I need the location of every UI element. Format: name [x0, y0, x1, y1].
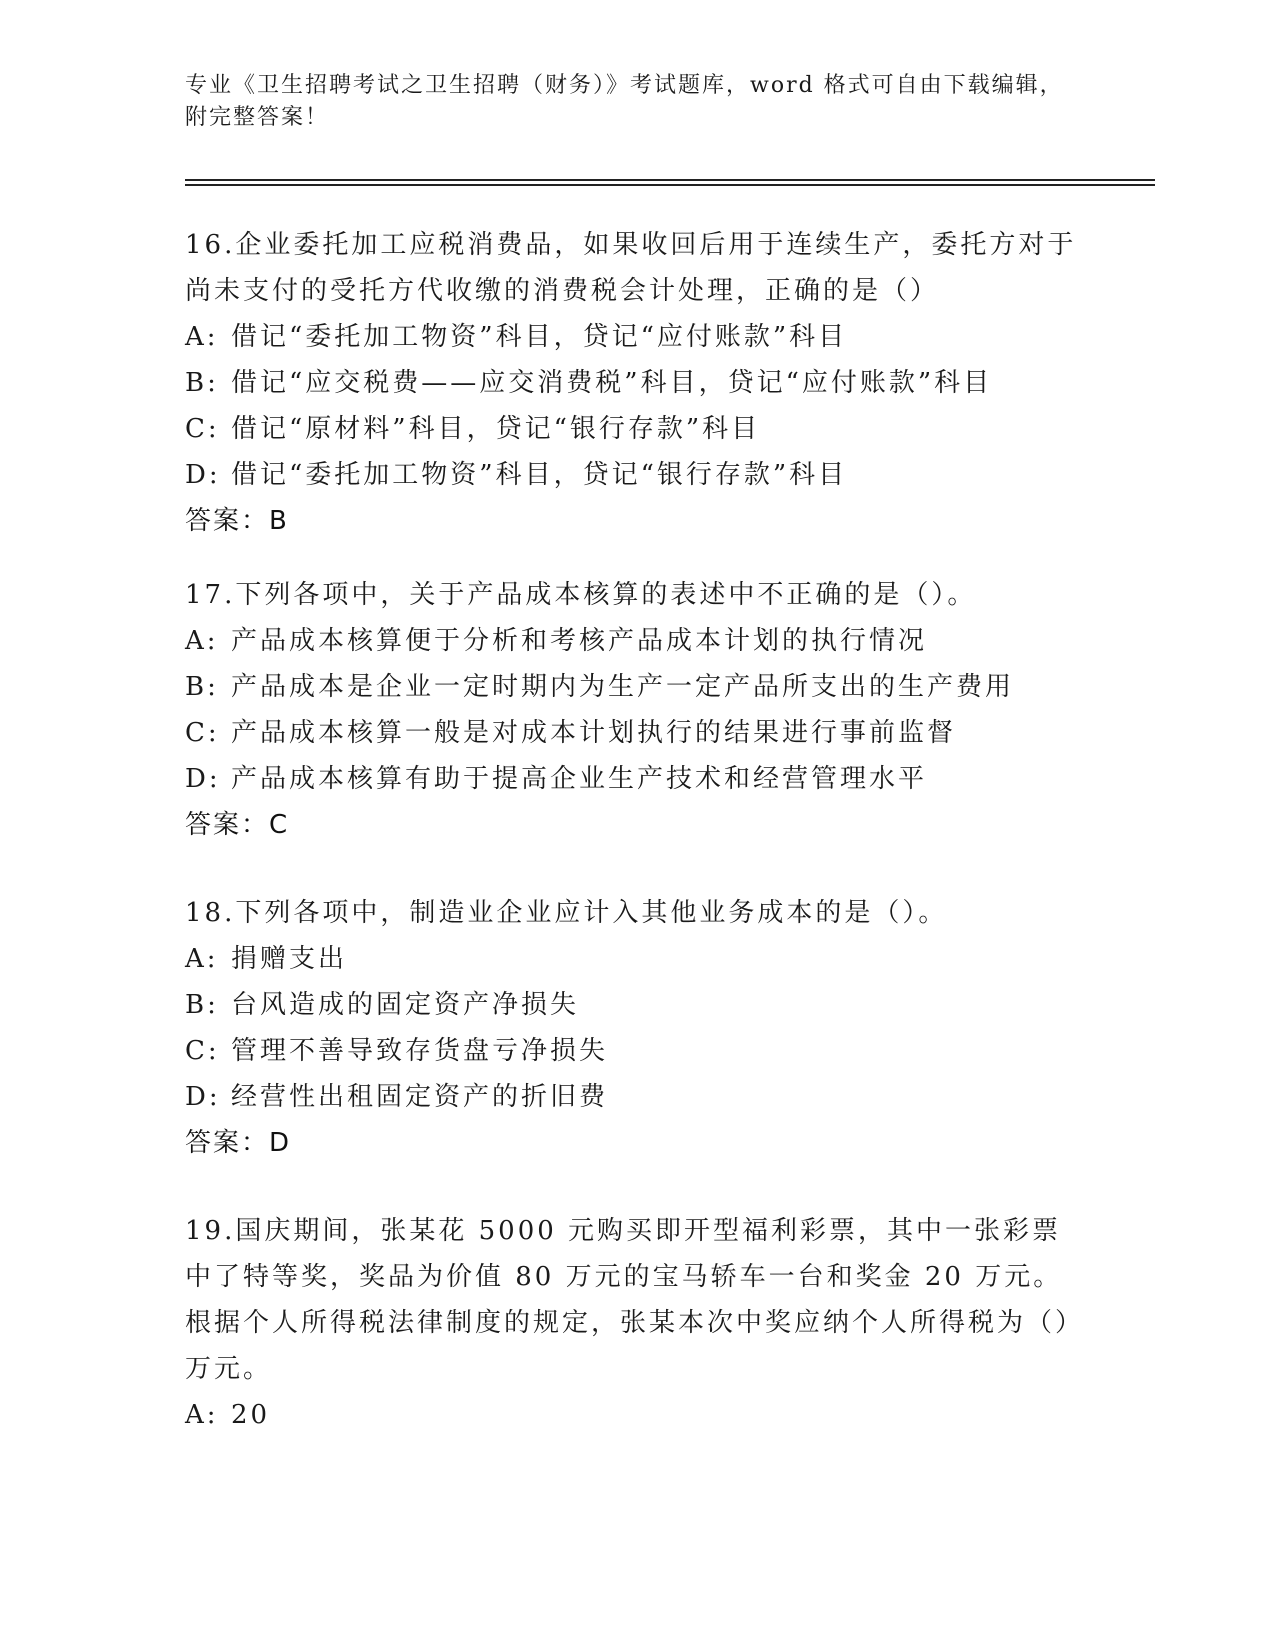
- question-stem: 18.下列各项中，制造业企业应计入其他业务成本的是（）。: [185, 898, 948, 928]
- option-c: [185, 710, 1085, 756]
- option-text: 捐赠支出: [231, 944, 348, 974]
- question-18: [185, 890, 1085, 1166]
- question-19: [185, 1208, 1085, 1438]
- option-a: [185, 1392, 1085, 1438]
- answer-label: 答案：D: [185, 1128, 292, 1158]
- answer-label: 答案：B: [185, 506, 289, 536]
- option-text: 借记“应交税费——应交消费税”科目，贷记“应付账款”科目: [231, 368, 993, 398]
- option-letter: D:: [185, 1082, 221, 1112]
- option-d: [185, 1074, 1085, 1120]
- option-d: [185, 452, 1085, 498]
- option-b: [185, 360, 1085, 406]
- document-header: [185, 70, 1155, 134]
- option-letter: B:: [185, 368, 219, 398]
- option-text: 产品成本核算一般是对成本计划执行的结果进行事前监督: [231, 718, 957, 748]
- option-letter: C:: [185, 718, 220, 748]
- option-c: [185, 1028, 1085, 1074]
- option-a: [185, 936, 1085, 982]
- option-letter: B:: [185, 672, 219, 702]
- option-text: 产品成本核算便于分析和考核产品成本计划的执行情况: [231, 626, 928, 656]
- option-text: 管理不善导致存货盘亏净损失: [231, 1036, 609, 1066]
- option-d: [185, 756, 1085, 802]
- option-letter: D:: [185, 764, 221, 794]
- option-letter: C:: [185, 1036, 220, 1066]
- option-c: [185, 406, 1085, 452]
- option-b: [185, 664, 1085, 710]
- question-stem: 17.下列各项中，关于产品成本核算的表述中不正确的是（）。: [185, 580, 977, 610]
- answer-label: 答案：C: [185, 810, 290, 840]
- option-letter: A:: [185, 944, 219, 974]
- option-a: [185, 314, 1085, 360]
- option-b: [185, 982, 1085, 1028]
- question-17: [185, 572, 1085, 848]
- header-divider-top: [185, 179, 1155, 181]
- option-a: [185, 618, 1085, 664]
- option-letter: A:: [185, 322, 219, 352]
- option-letter: C:: [185, 414, 220, 444]
- option-text: 产品成本核算有助于提高企业生产技术和经营管理水平: [231, 764, 928, 794]
- option-text: 产品成本是企业一定时期内为生产一定产品所支出的生产费用: [231, 672, 1015, 702]
- option-letter: D:: [185, 460, 221, 490]
- option-letter: A:: [185, 626, 219, 656]
- option-text: 经营性出租固定资产的折旧费: [231, 1082, 609, 1112]
- header-text: 专业《卫生招聘考试之卫生招聘（财务）》考试题库，word 格式可自由下载编辑，附完整答案！: [185, 73, 1064, 130]
- question-stem: 16.企业委托加工应税消费品，如果收回后用于连续生产，委托方对于尚未支付的受托方代收缴的消费税会计处理，正确的是（）: [185, 230, 1077, 306]
- question-16: [185, 222, 1085, 544]
- header-divider-bottom: [185, 184, 1155, 186]
- option-text: 台风造成的固定资产净损失: [231, 990, 580, 1020]
- option-text: 借记“委托加工物资”科目，贷记“银行存款”科目: [231, 460, 848, 490]
- option-text: 借记“原材料”科目，贷记“银行存款”科目: [231, 414, 761, 444]
- option-letter: A:: [185, 1400, 219, 1430]
- option-letter: B:: [185, 990, 219, 1020]
- question-stem: 19.国庆期间，张某花 5000 元购买即开型福利彩票，其中一张彩票中了特等奖，奖品为价值 80 万元的宝马轿车一台和奖金 20 万元。根据个人所得税法律制度的规定，张某本次中奖应纳个人所得税为（）万元。: [185, 1216, 1085, 1384]
- option-text: 20: [231, 1400, 271, 1430]
- option-text: 借记“委托加工物资”科目，贷记“应付账款”科目: [231, 322, 848, 352]
